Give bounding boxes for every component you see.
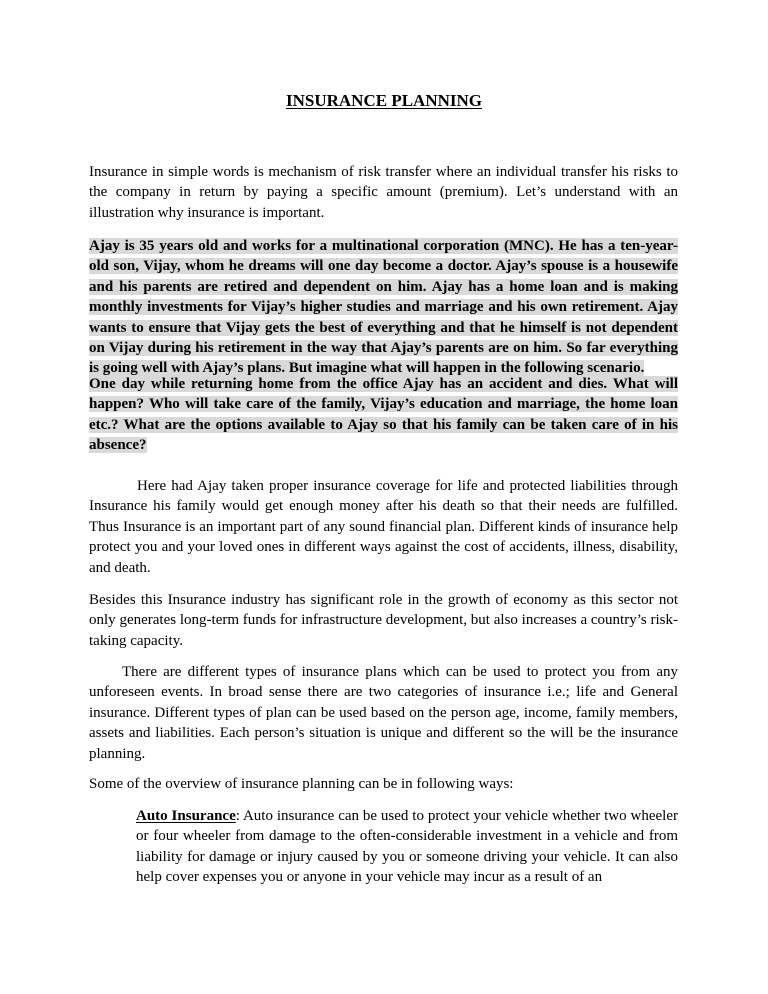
scenario-2-highlight: One day while returning home from the office Ajay has an accident and dies. What will happen? Who will take care of the family, Vijay’s education and marriage, the home loan etc.? What are the options available to Ajay so that his family can be taken care of in his absence? [89,376,678,454]
title-text: INSURANCE PLANNING [286,91,482,110]
auto-insurance-text: Auto insurance can be used to protect your vehicle whether two wheeler or four wheeler from damage to the often-considerable investment in a vehicle and from liability for damage or injury caused by you or someone driving your vehicle. It can also help cover expenses you or anyone in your vehicle may incur as a result of an [136,808,678,886]
scenario-1-highlight: Ajay is 35 years old and works for a multinational corporation (MNC). He has a ten-year-old son, Vijay, whom he dreams will one day become a doctor. Ajay’s spouse is a housewife and his parents are retired and dependent on him. Ajay has a home loan and is making monthly investments for Vijay’s higher studies and marriage and his own retirement. Ajay wants to ensure that Vijay gets the best of everything and that he himself is not dependent on Vijay during his retirement in the way that Ajay’s parents are on him. So far everything is going well with Ajay’s plans. But imagine what will happen in the following scenario. [89,238,678,377]
industry-paragraph: Besides this Insurance industry has significant role in the growth of economy as this sector not only generates long-term funds for infrastructure development, but also increases a country’s risk-taking capacity. [89,592,678,649]
page-title [0,90,768,112]
intro-paragraph: Insurance in simple words is mechanism of risk transfer where an individual transfer his risks to the company in return by paying a specific amount (premium). Let’s understand with an illustration why insurance is important. [89,164,678,221]
auto-insurance-term: Auto Insurance [136,808,236,824]
auto-insurance-separator: : [235,808,240,824]
scenario-paragraph-2 [89,374,678,456]
types-paragraph: There are different types of insurance plans which can be used to protect you from any unforeseen events. In broad sense there are two categories of insurance i.e.; life and General insurance. Different types of plan can be used based on the person age, income, family members, assets and liabilities. Each person’s situation is unique and different so the will be the insurance planning. [89,664,678,762]
auto-insurance-paragraph [136,806,678,888]
overview-paragraph: Some of the overview of insurance planning can be in following ways: [89,776,514,792]
coverage-paragraph: Here had Ajay taken proper insurance coverage for life and protected liabilities through Insurance his family would get enough money after his death so that their needs are fulfilled. Thus Insurance is an important part of any sound financial plan. Different kinds of insurance help protect you and your loved ones in different ways against the cost of accidents, illness, disability, and death. [89,478,678,576]
scenario-paragraph-1 [89,236,678,379]
